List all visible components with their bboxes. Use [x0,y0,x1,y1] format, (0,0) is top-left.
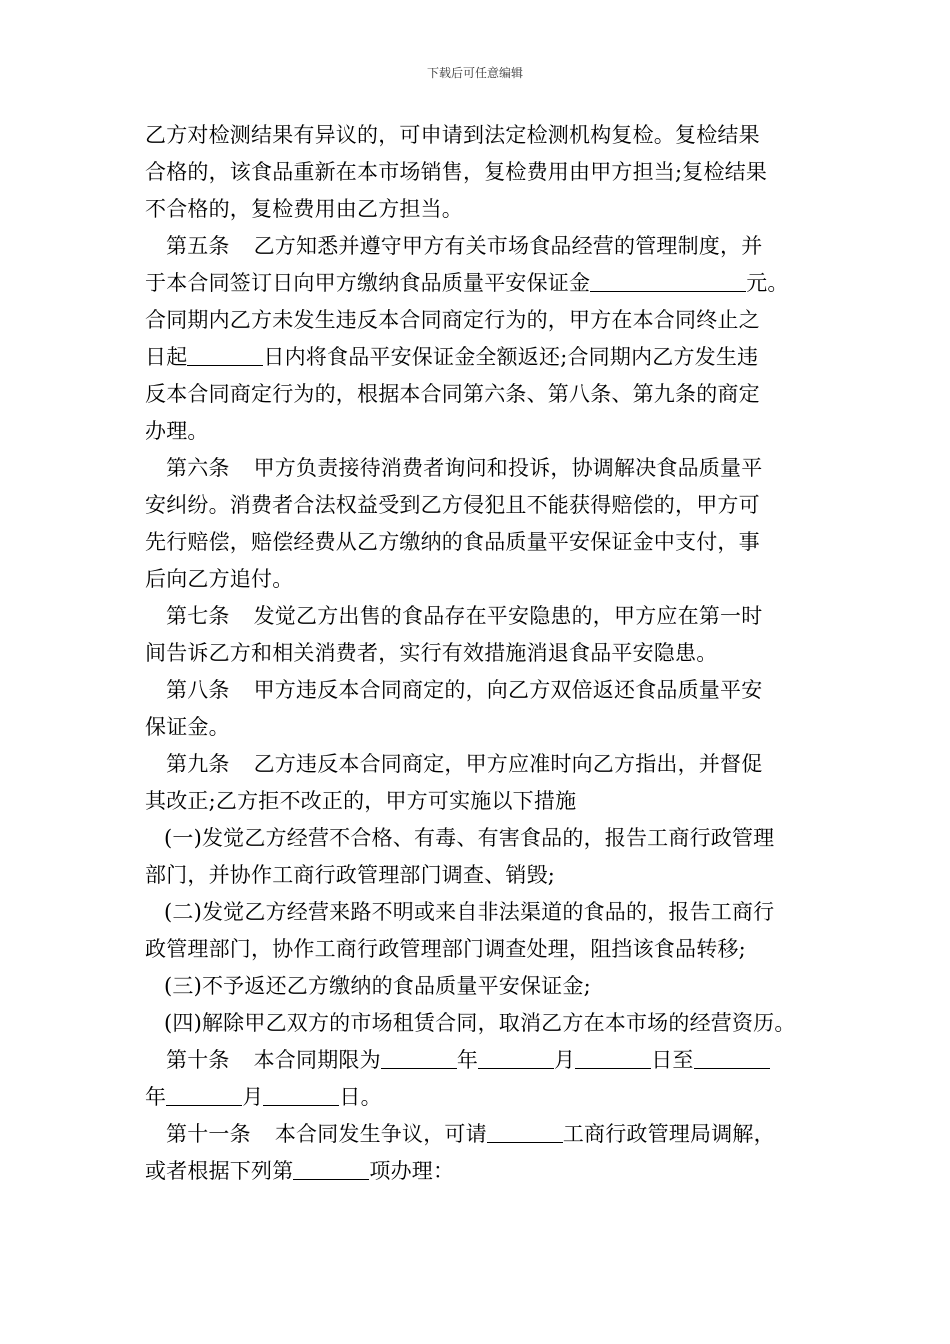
text-segment: 保证金。 [145,715,230,739]
list-item [145,1005,821,1042]
text-segment: 部门，并协作工商行政管理部门调查、销毁; [145,863,556,887]
text-segment: 年 [145,1085,167,1109]
text-line [145,117,821,154]
text-segment: 合格的，该食品重新在本市场销售，复检费用由甲方担当;复检结果 [145,160,768,184]
text-segment: 甲方负责接待消费者询问和投诉，协调解决食品质量平 [253,456,763,480]
article-10-heading [145,1042,821,1079]
article-6-heading [145,450,821,487]
text-line [145,376,821,413]
text-segment: 于本合同签订日向甲方缴纳食品质量平安保证金 [145,271,591,295]
list-item [145,968,821,1005]
text-line [145,709,821,746]
text-segment: 乙方知悉并遵守甲方有关市场食品经营的管理制度，并 [253,234,763,258]
text-segment: 先行赔偿，赔偿经费从乙方缴纳的食品质量平安保证金中支付，事 [145,530,760,554]
text-segment: (三)不予返还乙方缴纳的食品质量平安保证金; [164,974,591,998]
text-segment: 乙方违反本合同商定，甲方应准时向乙方指出，并督促 [253,752,763,776]
fill-blank [575,1044,651,1069]
text-segment: 乙方对检测结果有异议的，可申请到法定检测机构复检。复检结果 [145,123,760,147]
list-item [145,894,821,931]
text-segment: 本合同发生争议，可请 [274,1122,487,1146]
text-line [145,524,821,561]
fill-blank [263,1081,339,1106]
text-segment: 日。 [339,1085,382,1109]
article-number: 第六条 [166,456,230,480]
article-7-heading [145,598,821,635]
text-line [145,1153,821,1190]
text-line [145,154,821,191]
text-segment: 间告诉乙方和相关消费者，实行有效措施消退食品平安隐患。 [145,641,718,665]
text-segment: 月 [554,1048,576,1072]
fill-blank [590,267,746,292]
text-segment: 甲方违反本合同商定的，向乙方双倍返还食品质量平安 [253,678,763,702]
text-segment: 或者根据下列第 [145,1159,294,1183]
text-line [145,1079,821,1116]
text-line [145,191,821,228]
text-segment: (一)发觉乙方经营不合格、有毒、有害食品的，报告工商行政管理 [164,826,775,850]
article-number: 第五条 [166,234,230,258]
article-number: 第九条 [166,752,230,776]
page-header: 下载后可任意编辑 [426,66,523,80]
fill-blank [187,341,263,366]
text-line [145,302,821,339]
fill-blank [487,1118,563,1143]
text-line [145,487,821,524]
text-segment: 合同期内乙方未发生违反本合同商定行为的，甲方在本合同终止之 [145,308,760,332]
article-11-heading [145,1116,821,1153]
article-9-heading [145,746,821,783]
text-segment: 不合格的，复检费用由乙方担当。 [145,197,463,221]
text-segment: (四)解除甲乙双方的市场租赁合同，取消乙方在本市场的经营资历。 [164,1011,796,1035]
article-8-heading [145,672,821,709]
document-body [145,117,821,1190]
fill-blank [478,1044,554,1069]
text-segment: 月 [242,1085,264,1109]
text-segment: 日至 [651,1048,694,1072]
text-segment: 本合同期限为 [253,1048,381,1072]
text-line [145,931,821,968]
fill-blank [381,1044,457,1069]
article-number: 第十条 [166,1048,230,1072]
fill-blank [293,1155,369,1180]
text-line [145,635,821,672]
text-segment: 其改正;乙方拒不改正的，甲方可实施以下措施 [145,789,577,813]
text-line [145,413,821,450]
text-line [145,783,821,820]
text-segment: 工商行政管理局调解， [562,1122,775,1146]
text-segment: 项办理： [369,1159,455,1183]
text-segment: (二)发觉乙方经营来路不明或来自非法渠道的食品的，报告工商行 [164,900,775,924]
article-5-heading [145,228,821,265]
text-segment: 反本合同商定行为的，根据本合同第六条、第八条、第九条的商定 [145,382,760,406]
text-line [145,857,821,894]
article-number: 第八条 [166,678,230,702]
text-segment: 后向乙方追付。 [145,567,294,591]
text-segment: 发觉乙方出售的食品存在平安隐患的，甲方应在第一时 [253,604,763,628]
text-segment: 办理。 [145,419,209,443]
text-segment: 政管理部门，协作工商行政管理部门调查处理，阻挡该食品转移; [145,937,746,961]
fill-blank [694,1044,770,1069]
text-segment: 日起 [145,345,188,369]
text-line [145,339,821,376]
article-number: 第七条 [166,604,230,628]
text-segment: 安纠纷。消费者合法权益受到乙方侵犯且不能获得赔偿的，甲方可 [145,493,760,517]
text-line [145,561,821,598]
fill-blank [166,1081,242,1106]
text-line [145,265,821,302]
text-segment: 年 [456,1048,479,1072]
list-item [145,820,821,857]
text-segment: 日内将食品平安保证金全额返还;合同期内乙方发生违 [263,345,759,369]
text-segment: 元。 [746,271,789,295]
article-number: 第十一条 [166,1122,251,1146]
